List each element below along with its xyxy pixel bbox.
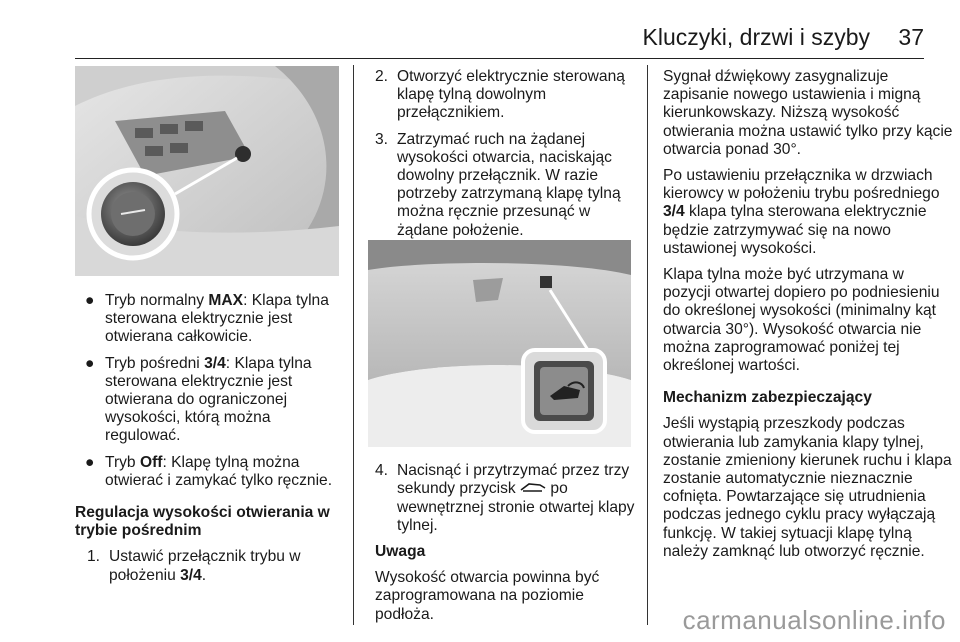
paragraph: Klapa tylna może być utrzymana w pozycji otwartej dopiero po podniesieniu do określonej wysokości (minimalny kąt otwarcia 30°). Wysokość otwarcia nie można zaprogramować poniżej tej określonej wartości. xyxy=(663,266,940,375)
column-2-bottom xyxy=(375,462,637,632)
page-number: 37 xyxy=(898,24,924,50)
step-item: 3. Zatrzymać ruch na żądanej wysokości otwarcia, naciskając dowolny przełącznik. W razie potrzeby zatrzymaną klapę tylną można ręcznie przesunąć w żądane położenie. xyxy=(375,130,621,239)
page-title: Kluczyki, drzwi i szyby xyxy=(642,24,870,50)
paragraph: Jeśli wystąpią przeszkody podczas otwierania lub zamykania klapy tylnej, zostanie zmieniony kierunek ruchu i klapa zostanie automatycznie nieznacznie cofnięta. Powtarzające się utrudnienia podczas jednego cyklu pracy wyłączają funkcję. W takiej sytuacji klapę tylną należy zamknąć lub otworzyć ręcznie. xyxy=(663,415,952,560)
bullet-item: ● Tryb normalny MAX: Klapa tylna sterowana elektrycznie jest otwierana całkowicie. xyxy=(85,292,329,346)
page-header xyxy=(0,0,960,60)
paragraph: Sygnał dźwiękowy zasygnalizuje zapisanie nowego ustawienia i migną kierunkowskazy. Niższą wysokość otwierania można ustawić tylko przy kącie otwarcia ponad 30°. xyxy=(663,68,953,158)
tailgate-icon xyxy=(520,480,546,498)
door-switch-illustration xyxy=(75,66,339,276)
column-3 xyxy=(663,68,953,569)
paragraph: Po ustawieniu przełącznika w drzwiach kierowcy w położeniu trybu pośredniego 3/4 klapa tylna sterowana elektrycznie będzie zatrzymywać się na nowo ustawionej wysokości. xyxy=(663,167,940,257)
tailgate-button-illustration xyxy=(368,240,631,447)
column-1 xyxy=(75,292,345,593)
bullet-dot: ● xyxy=(85,354,95,372)
note-text: Wysokość otwarcia powinna być zaprogramowana na poziomie podłoża. xyxy=(375,569,600,623)
step-item: 2. Otworzyć elektrycznie sterowaną klapę tylną dowolnym przełącznikiem. xyxy=(375,68,625,122)
bullet-item: ● Tryb pośredni 3/4: Klapa tylna sterowana elektrycznie jest otwierana do ograniczonej wysokości, którą można regulować. xyxy=(85,354,312,445)
bullet-dot: ● xyxy=(85,292,95,309)
section-heading: Regulacja wysokości otwierania w trybie pośrednim xyxy=(75,504,330,540)
column-divider-2 xyxy=(647,65,648,625)
watermark: carmanualsonline.info xyxy=(682,605,946,635)
section-heading: Mechanizm zabezpieczający xyxy=(663,389,872,407)
column-2-top xyxy=(375,68,635,248)
note-label: Uwaga xyxy=(375,543,426,561)
bullet-dot: ● xyxy=(85,453,95,471)
step-item: 1. Ustawić przełącznik trybu w położeniu 3/4. xyxy=(87,548,301,584)
header-rule xyxy=(75,58,924,59)
bullet-item: ● Tryb Off: Klapę tylną można otwierać i zamykać tylko ręcznie. xyxy=(85,453,333,489)
column-divider-1 xyxy=(353,65,354,625)
step-item: 4. Nacisnąć i przytrzymać przez trzy sekundy przycisk po wewnętrznej stronie otwartej klapy tylnej. xyxy=(375,462,635,534)
